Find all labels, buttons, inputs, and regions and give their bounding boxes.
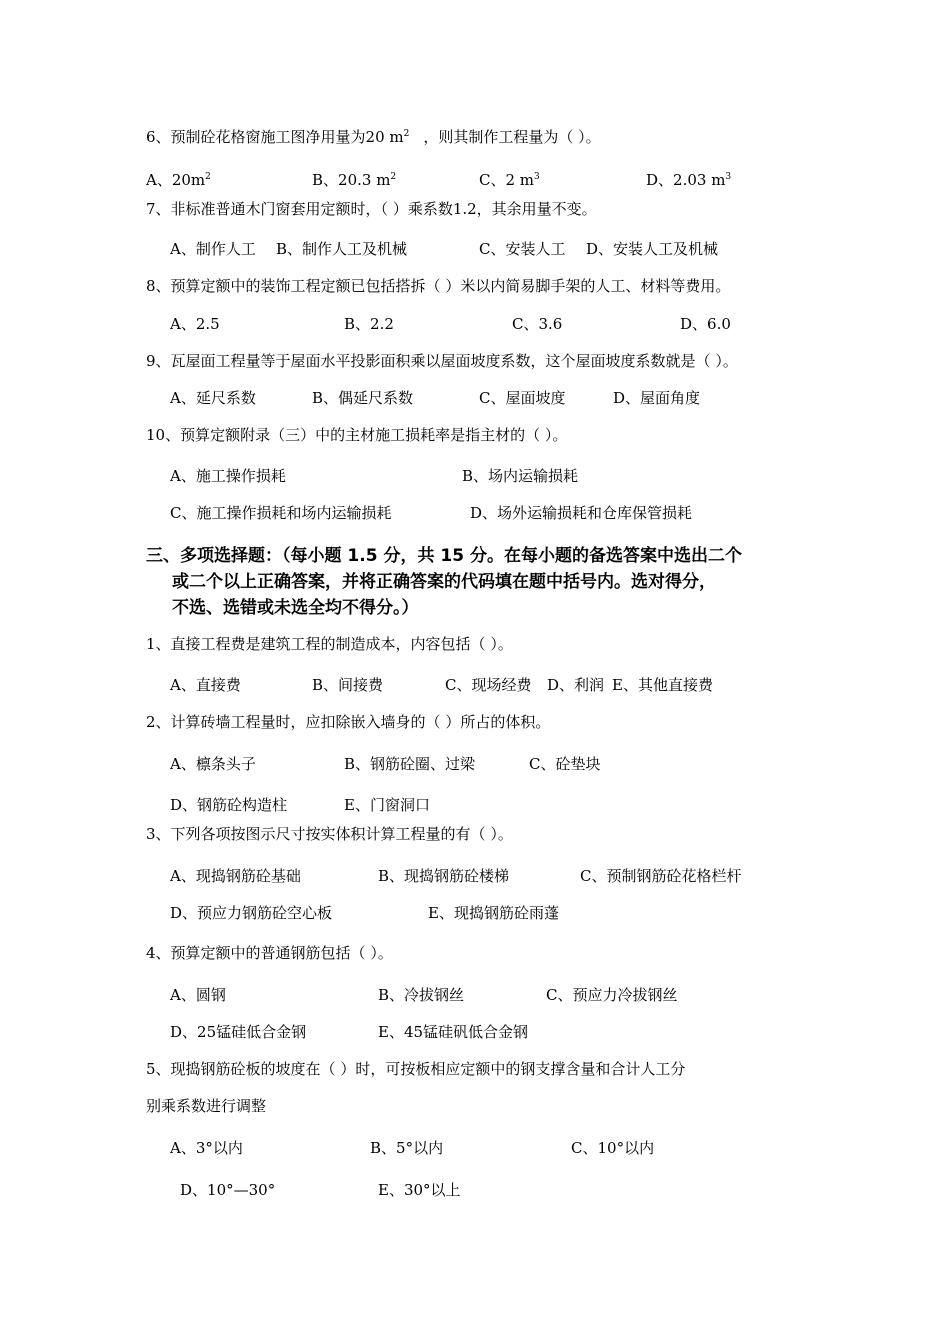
mc3-option-b: B、现捣钢筋砼楼梯 <box>378 867 510 885</box>
q8-option-d: D、6.0 <box>680 315 731 333</box>
mc-question-4-stem: 4、预算定额中的普通钢筋包括（ ）。 <box>146 944 393 962</box>
q10-option-c: C、施工操作损耗和场内运输损耗 <box>170 504 392 522</box>
mc1-option-e: E、其他直接费 <box>612 676 713 694</box>
mc5-option-b: B、5°以内 <box>370 1139 444 1157</box>
q8-option-c: C、3.6 <box>512 315 563 333</box>
q6-option-d: D、2.03 $m^3$ <box>646 171 732 189</box>
mc4-option-b: B、冷拔钢丝 <box>378 986 465 1004</box>
section-3-heading-line-1: 三、多项选择题：（每小题 1.5 分，共 15 分。在每小题的备选答案中选出二个 <box>146 546 742 566</box>
mc1-option-c: C、现场经费 <box>445 676 532 694</box>
section-3-heading-line-2: 或二个以上正确答案，并将正确答案的代码填在题中括号内。选对得分， <box>172 572 716 592</box>
q9-option-d: D、屋面角度 <box>613 389 701 407</box>
q7-option-a: A、制作人工 <box>170 240 256 258</box>
mc2-option-d: D、钢筋砼构造柱 <box>170 796 288 814</box>
q10-option-d: D、场外运输损耗和仓库保管损耗 <box>470 504 693 522</box>
mc2-option-e: E、门窗洞口 <box>344 796 430 814</box>
q6-option-b: B、20.3 $m^2$ <box>312 171 397 189</box>
mc-question-5-stem-line-1: 5、现捣钢筋砼板的坡度在（ ）时，可按板相应定额中的钢支撑含量和合计人工分 <box>146 1060 686 1078</box>
mc1-option-d: D、利润 <box>547 676 605 694</box>
question-6-stem-sup: 2 <box>403 129 410 139</box>
mc-question-3-stem: 3、下列各项按图示尺寸按实体积计算工程量的有（ ）。 <box>146 825 513 843</box>
mc5-option-a: A、3°以内 <box>170 1139 243 1157</box>
mc4-option-d: D、25锰硅低合金钢 <box>170 1023 307 1041</box>
mc4-option-c: C、预应力冷拔钢丝 <box>546 986 678 1004</box>
mc3-option-c: C、预制钢筋砼花格栏杆 <box>580 867 742 885</box>
mc5-option-c: C、10°以内 <box>571 1139 655 1157</box>
q6-option-c: C、2 $m^3$ <box>479 171 540 189</box>
q9-option-b: B、偶延尺系数 <box>312 389 414 407</box>
mc-question-2-stem: 2、计算砖墙工程量时，应扣除嵌入墙身的（ ）所占的体积。 <box>146 713 551 731</box>
mc2-option-c: C、砼垫块 <box>529 755 601 773</box>
q7-option-c: C、安装人工 <box>479 240 566 258</box>
mc1-option-a: A、直接费 <box>170 676 241 694</box>
section-3-heading-line-3: 不选、选错或未选全均不得分。） <box>172 598 419 618</box>
mc2-option-b: B、钢筋砼圈、过梁 <box>344 755 476 773</box>
mc3-option-a: A、现捣钢筋砼基础 <box>170 867 301 885</box>
q10-option-b: B、场内运输损耗 <box>462 467 579 485</box>
mc4-option-a: A、圆钢 <box>170 986 226 1004</box>
q7-option-b: B、制作人工及机械 <box>276 240 408 258</box>
question-6-stem-text: 6、预制砼花格窗施工图净用量为20 m <box>146 128 404 146</box>
mc4-option-e: E、45锰硅矾低合金钢 <box>378 1023 529 1041</box>
mc3-option-e: E、现捣钢筋砼雨蓬 <box>428 904 559 922</box>
mc-question-5-stem-line-2: 别乘系数进行调整 <box>146 1097 267 1115</box>
q8-option-a: A、2.5 <box>170 315 220 333</box>
q9-option-a: A、延尺系数 <box>170 389 256 407</box>
q6-option-a: A、$20m^2$ <box>146 171 211 189</box>
question-8-stem: 8、预算定额中的装饰工程定额已包括搭拆（ ）米以内简易脚手架的人工、材料等费用。 <box>146 277 731 295</box>
mc3-option-d: D、预应力钢筋砼空心板 <box>170 904 333 922</box>
question-10-stem: 10、预算定额附录（三）中的主材施工损耗率是指主材的（ ）。 <box>146 426 568 444</box>
q9-option-c: C、屋面坡度 <box>479 389 566 407</box>
question-9-stem: 9、瓦屋面工程量等于屋面水平投影面积乘以屋面坡度系数，这个屋面坡度系数就是（ ）。 <box>146 352 738 370</box>
q10-option-a: A、施工操作损耗 <box>170 467 286 485</box>
question-6-stem-tail: ，则其制作工程量为（ ）。 <box>423 128 601 146</box>
mc2-option-a: A、檩条头子 <box>170 755 256 773</box>
mc5-option-e: E、30°以上 <box>378 1181 461 1199</box>
question-7-stem: 7、非标准普通木门窗套用定额时，（ ）乘系数1.2，其余用量不变。 <box>146 200 597 218</box>
q7-option-d: D、安装人工及机械 <box>586 240 719 258</box>
mc5-option-d: D、10°—30° <box>180 1181 276 1199</box>
q8-option-b: B、2.2 <box>344 315 394 333</box>
question-6-stem <box>146 127 601 147</box>
mc-question-1-stem: 1、直接工程费是建筑工程的制造成本，内容包括（ ）。 <box>146 635 513 653</box>
mc1-option-b: B、间接费 <box>312 676 384 694</box>
